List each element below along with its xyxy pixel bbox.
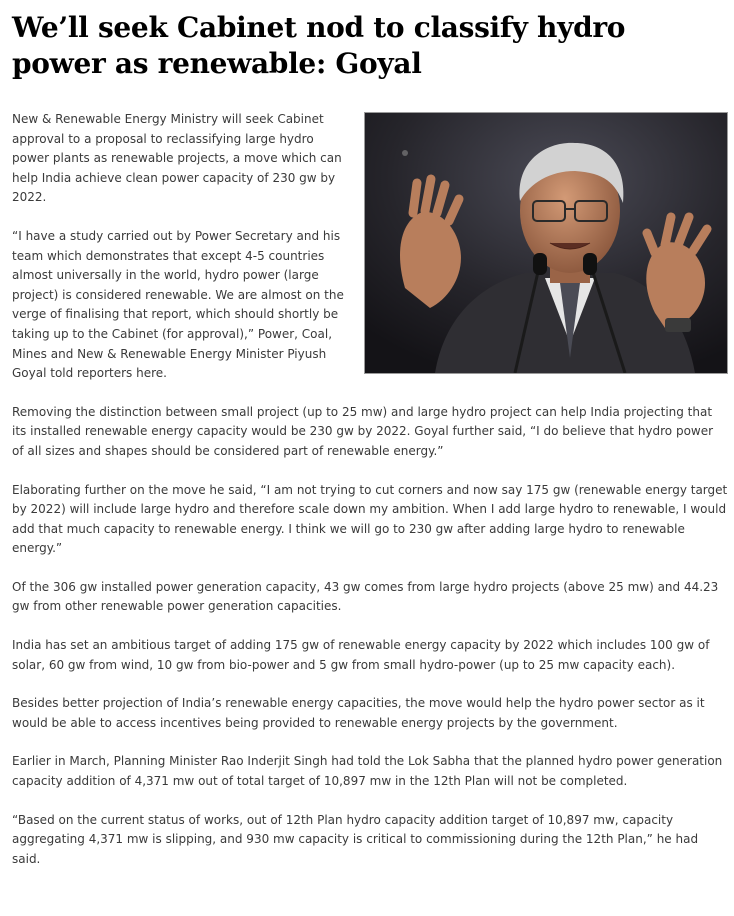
paragraph: India has set an ambitious target of adding 175 gw of renewable energy capacity by 2022 which includes 100 gw of solar, 60 gw from wind, 10 gw from bio-power and 5 gw from small hydro-power (up to 25 mw capacity each). xyxy=(12,638,710,672)
article-headline: We’ll seek Cabinet nod to classify hydro power as renewable: Goyal xyxy=(12,11,626,80)
speaker-photo-illustration xyxy=(365,113,727,373)
paragraph: “I have a study carried out by Power Secretary and his team which demonstrates that except 4-5 countries almost universally in the world, hydro power (large project) is considered renewable. We are almost on the verge of finalising that report, which should shortly be taking up to the Cabinet (for approval),” Power, Coal, Mines and New & Renewable Energy Minister Piyush Goyal told reporters here. xyxy=(12,228,344,381)
paragraph: Of the 306 gw installed power generation capacity, 43 gw comes from large hydro projects (above 25 mw) and 44.23 gw from other renewable power generation capacities. xyxy=(12,579,719,614)
article xyxy=(12,10,728,888)
article-body xyxy=(12,110,728,869)
paragraph: Earlier in March, Planning Minister Rao Inderjit Singh had told the Lok Sabha that the planned hydro power generation capacity addition of 4,371 mw out of total target of 10,897 mw in the 12th Plan will not be completed. xyxy=(12,754,723,789)
paragraph: “Based on the current status of works, out of 12th Plan hydro capacity addition target of 10,897 mw, capacity aggregating 4,371 mw is slipping, and 930 mw capacity is critical to commissioning during the 12th Plan,” he had said. xyxy=(12,812,699,866)
paragraph: Elaborating further on the move he said, “I am not trying to cut corners and now say 175 gw (renewable energy target by 2022) will include large hydro and therefore scale down my ambition. When I add large hydro to renewable, I would add that much capacity to renewable energy. I think we will go to 230 gw after adding large hydro to renewable energy.” xyxy=(12,482,728,556)
paragraph: New & Renewable Energy Ministry will seek Cabinet approval to a proposal to reclassifying large hydro power plants as renewable projects, a move which can help India achieve clean power capacity of 230 gw by 2022. xyxy=(12,112,342,205)
paragraph: Removing the distinction between small project (up to 25 mw) and large hydro project can help India projecting that its installed renewable energy capacity would be 230 gw by 2022. Goyal further said, “I do believe that hydro power of all sizes and shapes should be considered part of renewable energy.” xyxy=(12,404,714,458)
speaker-photo xyxy=(364,112,728,374)
paragraph: Besides better projection of India’s renewable energy capacities, the move would help the hydro power sector as it would be able to access incentives being provided to renewable energy projects by the government. xyxy=(12,696,705,730)
